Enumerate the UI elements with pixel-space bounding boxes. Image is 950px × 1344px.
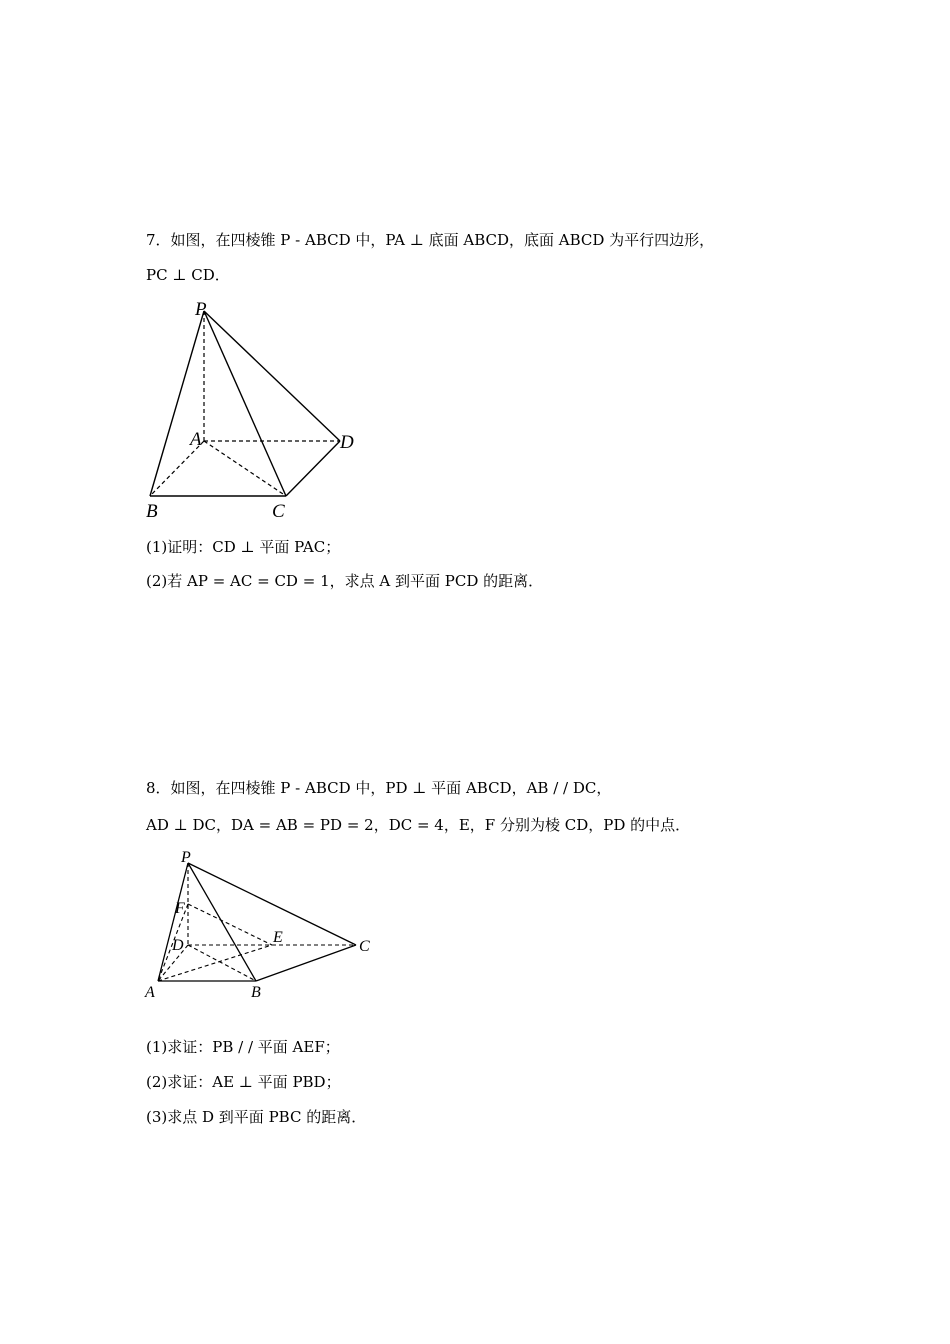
segment-FE (188, 904, 272, 945)
edge-PD (204, 311, 340, 441)
label-B: B (251, 984, 261, 1001)
problem8-question2: (2)求证：AE ⊥ 平面 PBD； (146, 1073, 341, 1091)
label-F: F (175, 900, 185, 917)
edge-PC (188, 863, 356, 945)
label-A: A (145, 984, 155, 1001)
edge-CD (286, 441, 340, 496)
label-C: C (359, 938, 370, 955)
label-D: D (340, 432, 354, 453)
problem7-question1: (1)证明：CD ⊥ 平面 PAC； (146, 538, 341, 556)
label-P: P (195, 299, 207, 320)
label-D: D (172, 937, 184, 954)
problem7-statement-line1: 7．如图，在四棱锥 P - ABCD 中，PA ⊥ 底面 ABCD，底面 ABCD 为平行四边形， (146, 231, 715, 249)
label-E: E (273, 929, 283, 946)
problem8-statement-line2: AD ⊥ DC，DA = AB = PD = 2，DC = 4，E，F 分别为棱 CD，PD 的中点． (146, 816, 691, 834)
label-A: A (190, 429, 202, 450)
label-B: B (146, 501, 158, 522)
problem8-statement-line1: 8．如图，在四棱锥 P - ABCD 中，PD ⊥ 平面 ABCD，AB / / DC， (146, 779, 612, 797)
problem7-question2: (2)若 AP = AC = CD = 1，求点 A 到平面 PCD 的距离． (146, 572, 544, 590)
problem7-statement-line2: PC ⊥ CD． (146, 266, 230, 284)
problem7-pyramid-figure (140, 295, 370, 525)
label-P: P (181, 849, 191, 866)
edge-BC (256, 945, 356, 981)
problem8-question3: (3)求点 D 到平面 PBC 的距离． (146, 1108, 367, 1126)
problem8-question1: (1)求证：PB / / 平面 AEF； (146, 1038, 340, 1056)
problem8-pyramid-figure (140, 843, 380, 1008)
label-C: C (272, 501, 285, 522)
